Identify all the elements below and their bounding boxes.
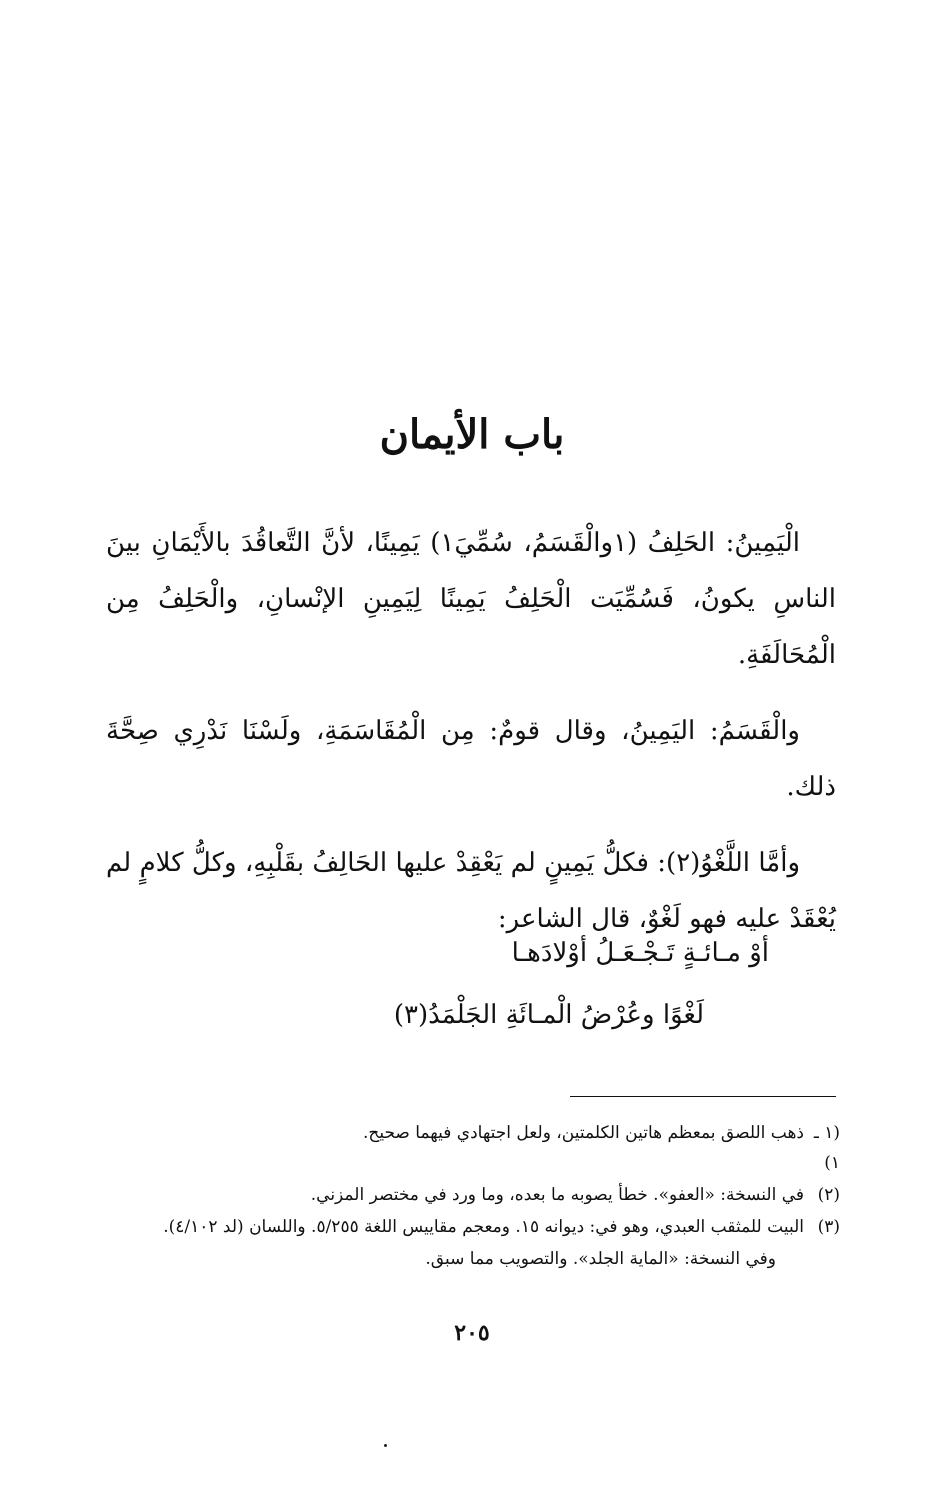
footnote-text: البيت للمثقب العبدي، وهو في: ديوانه ١٥. ومعجم مقاييس اللغة ٥/٢٥٥. واللسان (لد ٤/١٠٢). bbox=[163, 1217, 804, 1237]
verse-line-second: لَغْوًا وعُرْضُ الْمـائَةِ الجَلْمَدُ(٣) bbox=[393, 1000, 704, 1030]
footnote-divider bbox=[570, 1096, 836, 1097]
footnote-marker: (٢) bbox=[817, 1185, 840, 1205]
footnote-text: في النسخة: «العفو». خطأ يصوبه ما بعده، وما ورد في مختصر المزني. bbox=[310, 1185, 804, 1205]
footnote-marker: (٣) bbox=[817, 1217, 840, 1237]
footnote-2 bbox=[100, 1180, 840, 1210]
footnote-marker: (١ ـ ١) bbox=[813, 1123, 840, 1173]
chapter-title: باب الأيمان bbox=[379, 411, 565, 458]
footnote-3 bbox=[100, 1212, 840, 1242]
main-text bbox=[106, 515, 836, 967]
footnote-1 bbox=[100, 1118, 840, 1178]
paragraph-laghw: وأمَّا اللَّغْوُ(٢): فكلُّ يَمِينٍ لم يَعْقِدْ عليها الحَالِفُ بقَلْبِهِ، وكلُّ كلامٍ لم يُعْقَدْ عليه فهو لَغْوٌ، قال الشاعر: bbox=[106, 848, 836, 934]
paragraph-yamin: الْيَمِينُ: الحَلِفُ (١والْقَسَمُ، سُمِّيَ١) يَمِينًا، لأنَّ التَّعاقُدَ بالأَيْمَانِ بينَ الناسِ يكونُ، فَسُمِّيَت الْحَلِفُ يَمِينًا لِيَمِينِ الإنْسانِ، والْحَلِفُ مِن الْمُحَالَفَةِ. bbox=[106, 528, 836, 670]
paragraph-qasam: والْقَسَمُ: اليَمِينُ، وقال قومٌ: مِن الْمُقَاسَمَةِ، ولَسْنَا نَدْرِي صِحَّةَ ذلك. bbox=[106, 716, 836, 802]
poetry-verse bbox=[209, 922, 769, 1046]
page-number: ٢٠٥ bbox=[454, 1320, 490, 1346]
footnote-3-continuation: وفي النسخة: «الماية الجلد». والتصويب مما سبق. bbox=[425, 1249, 776, 1269]
verse-line-first: أوْ مـائـةٍ تَـجْـعَـلُ أوْلادَهـا bbox=[511, 938, 769, 968]
footnote-text: ذهب اللصق بمعظم هاتين الكلمتين، ولعل اجتهادي فيهما صحيح. bbox=[362, 1123, 804, 1143]
footnotes bbox=[100, 1118, 840, 1274]
scan-speck bbox=[384, 1444, 387, 1447]
